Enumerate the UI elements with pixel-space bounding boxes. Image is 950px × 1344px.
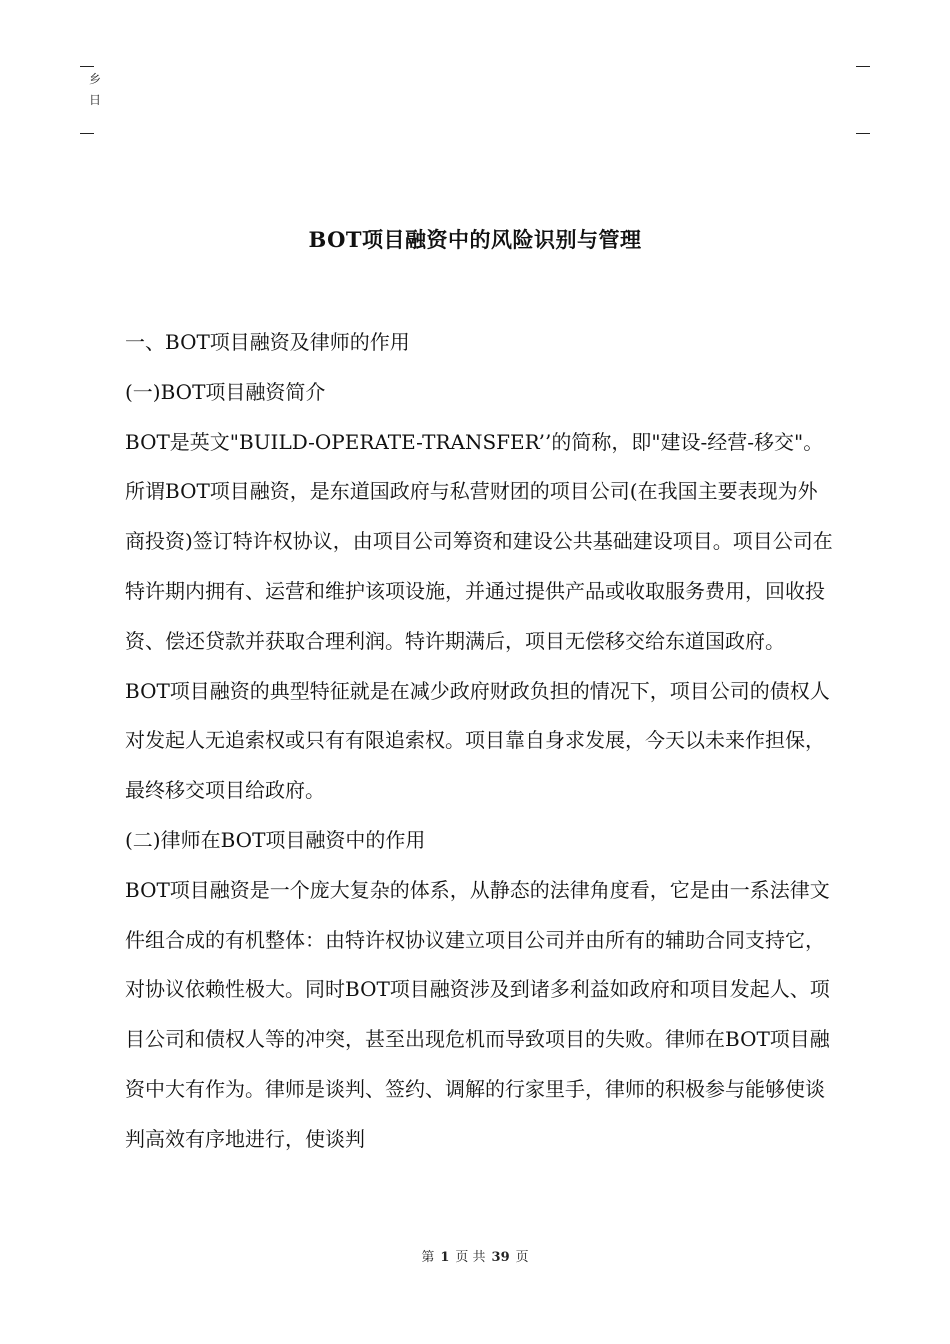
header-glyph-2: 日 bbox=[88, 93, 101, 107]
subsection-heading-1: (一)BOT项目融资简介 bbox=[125, 379, 326, 404]
footer-prefix: 第 bbox=[421, 1250, 435, 1265]
page-number: 1 bbox=[440, 1250, 450, 1265]
header-glyph-1: 乡 bbox=[88, 72, 101, 86]
paragraph-bot-features: BOT项目融资的典型特征就是在减少政府财政负担的情况下，项目公司的债权人对发起人无追索权或只有有限追索权。项目靠自身求发展，今天以未来作担保，最终移交项目给政府。 bbox=[125, 678, 830, 803]
paragraph-bot-definition: BOT是英文"BUILD-OPERATE-TRANSFER’’的简称，即"建设-经营-移交"。所谓BOT项目融资，是东道国政府与私营财团的项目公司(在我国主要表现为外商投资)签订特许权协议，由项目公司筹资和建设公共基础建设项目。项目公司在特许期内拥有、运营和维护该项设施，并通过提供产品或收取服务费用，回收投资、偿还贷款并获取合理利润。特许期满后，项目无偿移交给东道国政府。 bbox=[125, 429, 833, 653]
crop-mark-top-left-lower bbox=[80, 133, 94, 134]
document-body bbox=[125, 318, 837, 1165]
total-pages: 39 bbox=[491, 1250, 510, 1265]
document-title: BOT项目融资中的风险识别与管理 bbox=[308, 227, 642, 252]
crop-mark-top-right-lower bbox=[856, 133, 870, 134]
crop-mark-top-right bbox=[856, 66, 870, 67]
subsection-heading-2: (二)律师在BOT项目融资中的作用 bbox=[125, 827, 426, 852]
paragraph-lawyer-role: BOT项目融资是一个庞大复杂的体系，从静态的法律角度看，它是由一系法律文件组合成的有机整体：由特许权协议建立项目公司并由所有的辅助合同支持它，对协议依赖性极大。同时BOT项目融资涉及到诸多利益如政府和项目发起人、项目公司和债权人等的冲突，甚至出现危机而导致项目的失败。律师在BOT项目融资中大有作为。律师是谈判、签约、调解的行家里手，律师的积极参与能够使谈判高效有序地进行，使谈判 bbox=[125, 877, 830, 1151]
crop-mark-top-left bbox=[80, 66, 94, 67]
section-heading-1: 一、BOT项目融资及律师的作用 bbox=[125, 330, 410, 354]
footer-suffix: 页 bbox=[515, 1250, 529, 1265]
page-footer bbox=[0, 1246, 950, 1265]
footer-mid: 页 共 bbox=[455, 1250, 486, 1265]
